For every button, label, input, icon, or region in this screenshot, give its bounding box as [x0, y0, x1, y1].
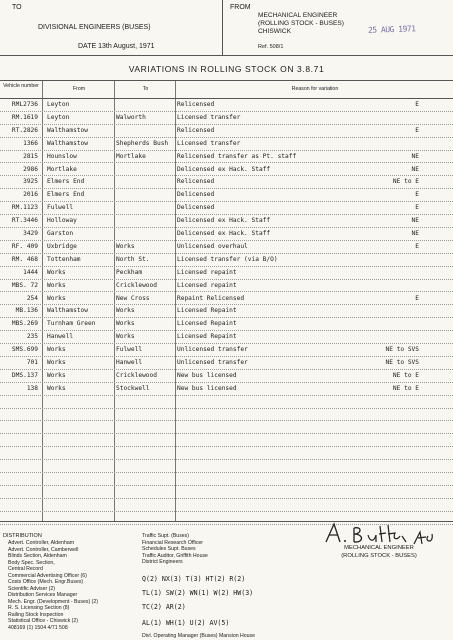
from-location: Tottenham [47, 255, 81, 263]
category-code: E [415, 242, 419, 250]
distribution-recipient: Traffic Supt. (Buses) [142, 533, 189, 539]
table-row [0, 214, 453, 228]
from-location: Works [47, 359, 66, 366]
reason-text: Unlicensed transfer [177, 346, 248, 354]
to-location: Works [116, 320, 135, 328]
from-location: Works [47, 371, 66, 379]
table-row [0, 292, 453, 306]
from-location: Works [47, 294, 66, 302]
distribution-recipient: Body Spec. Section, [8, 559, 55, 566]
from-location: Garston [47, 230, 74, 237]
reason-text: Licensed Repaint [177, 333, 237, 341]
empty-table-row [0, 408, 453, 422]
table-row [0, 111, 453, 125]
vehicle-number: 2986 [23, 165, 38, 173]
header [0, 0, 453, 56]
distribution-list-left [8, 540, 98, 631]
vehicle-number: RM. 468 [11, 255, 38, 263]
vehicle-number: 235 [26, 333, 38, 341]
reason-text: Licensed repaint [177, 281, 237, 289]
table-row [0, 356, 453, 370]
reason-text: Unlicensed overhaul [177, 242, 248, 250]
category-code: NE [411, 152, 419, 160]
signature-caption-line-2: (ROLLING STOCK - BUSES) [341, 552, 417, 559]
empty-table-row [0, 421, 453, 435]
distribution-recipient: Traffic Auditor, Griffith House [142, 552, 208, 559]
category-code: NE to E [392, 371, 419, 379]
from-location: Works [47, 346, 66, 354]
to-location: Works [116, 333, 135, 341]
from-location: Works [47, 384, 66, 392]
vehicle-number: MB.136 [15, 307, 38, 315]
from-line-1: MECHANICAL ENGINEER [258, 12, 338, 19]
reason-text: Delicensed ex Hack. Staff [177, 217, 271, 225]
table-row [0, 240, 453, 254]
vehicle-number: RML2736 [11, 101, 38, 108]
table-row [0, 175, 453, 189]
distribution-codes-line-4: AL(1) WH(1) U(2) AV(5) [142, 619, 230, 627]
vehicle-number: RT.3446 [11, 217, 38, 225]
table-row [0, 137, 453, 151]
vehicle-number: RM.1123 [11, 204, 38, 212]
reason-text: Delicensed ex Hack. Staff [177, 230, 271, 237]
from-location: Fulwell [47, 204, 74, 212]
table-row [0, 330, 453, 344]
reason-text: Licensed Repaint [177, 320, 237, 328]
reason-text: Delicensed ex Hack. Staff [177, 165, 271, 173]
to-location: New Cross [116, 294, 150, 302]
to-location: Walworth [116, 113, 146, 121]
reference-number: Ref. 508/1 [258, 44, 284, 50]
reason-text: Relicensed [177, 126, 215, 134]
vehicle-number: 3925 [23, 178, 38, 186]
to-location: Peckham [116, 268, 143, 276]
table-row [0, 343, 453, 357]
reason-text: New bus licensed [177, 371, 237, 379]
from-location: Elmers End [47, 191, 85, 199]
category-code: NE [411, 165, 419, 173]
distribution-recipient: Blinds Section, Aldenham [8, 553, 67, 559]
from-location: Uxbridge [47, 242, 77, 250]
empty-table-row [0, 498, 453, 512]
from-location: Turnham Green [47, 320, 96, 328]
from-line-2: (ROLLING STOCK - BUSES) [258, 20, 344, 27]
table-row [0, 266, 453, 280]
table-header [0, 81, 453, 99]
category-code: E [415, 204, 419, 212]
table-row [0, 227, 453, 241]
empty-table-row [0, 433, 453, 447]
received-date-stamp: 25 AUG 1971 [367, 24, 416, 35]
reason-text: New bus licensed [177, 384, 237, 392]
table-row [0, 317, 453, 331]
distribution-footer: Divl. Operating Manager (Buses) Mansion House [142, 633, 256, 639]
vehicle-number: DMS.137 [11, 371, 38, 379]
header-to: To [142, 86, 149, 92]
from-location: Walthamstow [47, 307, 88, 315]
reason-text: Licensed Repaint [177, 307, 237, 315]
from-location: Elmers End [47, 178, 85, 186]
distribution-recipient: Statistical Office - Chiswick (2) [8, 618, 78, 624]
table-row [0, 163, 453, 177]
distribution-recipient: 408169 (1) 1504 4/71 508 [8, 624, 68, 631]
from-location: Holloway [47, 217, 77, 225]
vehicle-number: MBS. 72 [11, 281, 38, 289]
vehicle-number: 1366 [23, 139, 38, 147]
document-title: VARIATIONS IN ROLLING STOCK ON 3.8.71 [128, 64, 325, 74]
category-code: E [415, 126, 419, 134]
from-location: Leyton [47, 101, 70, 108]
vehicle-number: 2016 [23, 191, 38, 199]
distribution-codes-line-3: TC(2) AR(2) [142, 603, 186, 611]
distribution-recipient: Costs Office (Mech. Engr.Buses) [8, 579, 84, 585]
table-row [0, 124, 453, 138]
vehicle-number: RF. 409 [11, 242, 38, 250]
table-row [0, 188, 453, 202]
reason-text: Relicensed [177, 178, 215, 186]
table-row [0, 369, 453, 383]
to-recipient: DIVISIONAL ENGINEERS (BUSES) [38, 24, 151, 31]
distribution-recipient: Advert. Controller, Camberwell [8, 546, 79, 553]
empty-table-row [0, 395, 453, 409]
to-location: Cricklewood [116, 281, 157, 289]
from-line-3: CHISWICK [258, 28, 291, 35]
distribution-recipient: Scientific Adviser (2) [8, 585, 55, 592]
vehicle-number: 3429 [23, 230, 38, 237]
reason-text: Licensed repaint [177, 268, 237, 276]
category-code: NE [411, 217, 419, 225]
empty-table-row [0, 446, 453, 460]
to-location: Shepherds Bush [116, 139, 169, 147]
distribution-recipient: Distribution Services Manager [8, 592, 78, 598]
reason-text: Delicensed [177, 204, 215, 212]
distribution-list-right [142, 533, 208, 566]
signature-caption [320, 545, 438, 560]
to-location: Mortlake [116, 152, 146, 160]
category-code: E [415, 101, 419, 108]
from-location: Works [47, 281, 66, 289]
from-location: Leyton [47, 113, 70, 121]
vehicle-number: SMS.699 [11, 346, 38, 354]
from-location: Walthamstow [47, 139, 88, 147]
vehicle-number: 2815 [23, 152, 38, 160]
distribution-recipient: Commercial Advertising Officer (6) [8, 572, 87, 579]
header-vehicle-number: Vehicle number [3, 83, 39, 89]
distribution-recipient: Financial Research Officer [142, 539, 204, 546]
vehicle-number: RT.2826 [11, 126, 38, 134]
reason-text: Licensed transfer (via B/O) [177, 255, 278, 263]
distribution-recipient: R. S. Licensing Section (8) [8, 605, 70, 611]
header-divider [222, 0, 223, 55]
from-location: Mortlake [47, 165, 77, 173]
category-code: E [415, 294, 419, 302]
category-code: NE to E [392, 178, 419, 186]
vehicle-number: 701 [26, 359, 38, 366]
table-row [0, 201, 453, 215]
reason-text: Licensed transfer [177, 139, 241, 147]
to-location: Works [116, 307, 135, 315]
table-row [0, 150, 453, 164]
category-code: NE to SVS [385, 346, 419, 354]
reason-text: Licensed transfer [177, 113, 241, 121]
distribution-codes-line-1: Q(2) NX(3) T(3) HT(2) R(2) [142, 575, 246, 583]
header-from: From [72, 86, 86, 92]
distribution-recipient: Mech. Engr. (Development - Buses) (2) [8, 598, 98, 605]
table-row [0, 304, 453, 318]
to-location: Works [116, 242, 135, 250]
handwritten-signature [318, 520, 448, 548]
to-location: Fulwell [116, 346, 143, 354]
variations-table [0, 80, 453, 522]
reason-text: Repaint Relicensed [177, 294, 245, 302]
vehicle-number: RM.1619 [11, 113, 38, 121]
table-row [0, 98, 453, 112]
distribution-title: DISTRIBUTION [3, 533, 42, 539]
to-location: Hanwell [116, 359, 143, 366]
reason-text: Relicensed transfer as Pt. staff [177, 152, 297, 160]
vehicle-number: 254 [26, 294, 38, 302]
from-label: FROM [230, 4, 251, 11]
distribution-recipient: Schedules Supt. Buses [142, 546, 196, 552]
category-code: E [415, 191, 419, 199]
category-code: NE to SVS [385, 359, 419, 366]
distribution-recipient: Central Record [8, 566, 43, 572]
vehicle-number: MBS.269 [11, 320, 38, 328]
empty-table-row [0, 472, 453, 486]
to-location: North St. [116, 255, 150, 263]
empty-table-row [0, 459, 453, 473]
vehicle-number: 1444 [23, 268, 38, 276]
from-location: Walthamstow [47, 126, 88, 134]
table-row [0, 253, 453, 267]
empty-table-row [0, 485, 453, 499]
reason-text: Relicensed [177, 101, 215, 108]
to-location: Cricklewood [116, 371, 157, 379]
signature-caption-line-1: MECHANICAL ENGINEER [344, 545, 414, 551]
category-code: NE to E [392, 384, 419, 392]
header-reason: Reason for variation [291, 86, 339, 92]
to-label: TO [12, 4, 22, 11]
vehicle-number: 138 [26, 384, 38, 392]
table-row [0, 382, 453, 396]
to-location: Stockwell [116, 384, 150, 392]
document-date: DATE 13th August, 1971 [78, 43, 155, 50]
from-location: Hounslow [47, 152, 77, 160]
from-location: Works [47, 268, 66, 276]
distribution-recipient: Railing Stock Inspection [8, 611, 64, 618]
table-row [0, 279, 453, 293]
category-code: NE [411, 230, 419, 237]
reason-text: Unlicensed transfer [177, 359, 248, 366]
from-location: Hanwell [47, 333, 74, 341]
distribution-recipient: Advert. Controller, Aldenham [8, 540, 75, 546]
reason-text: Delicensed [177, 191, 215, 199]
distribution-recipient: District Engineers [142, 559, 183, 565]
distribution-codes-line-2: TL(1) SW(2) WN(1) W(2) HW(3) [142, 589, 254, 597]
